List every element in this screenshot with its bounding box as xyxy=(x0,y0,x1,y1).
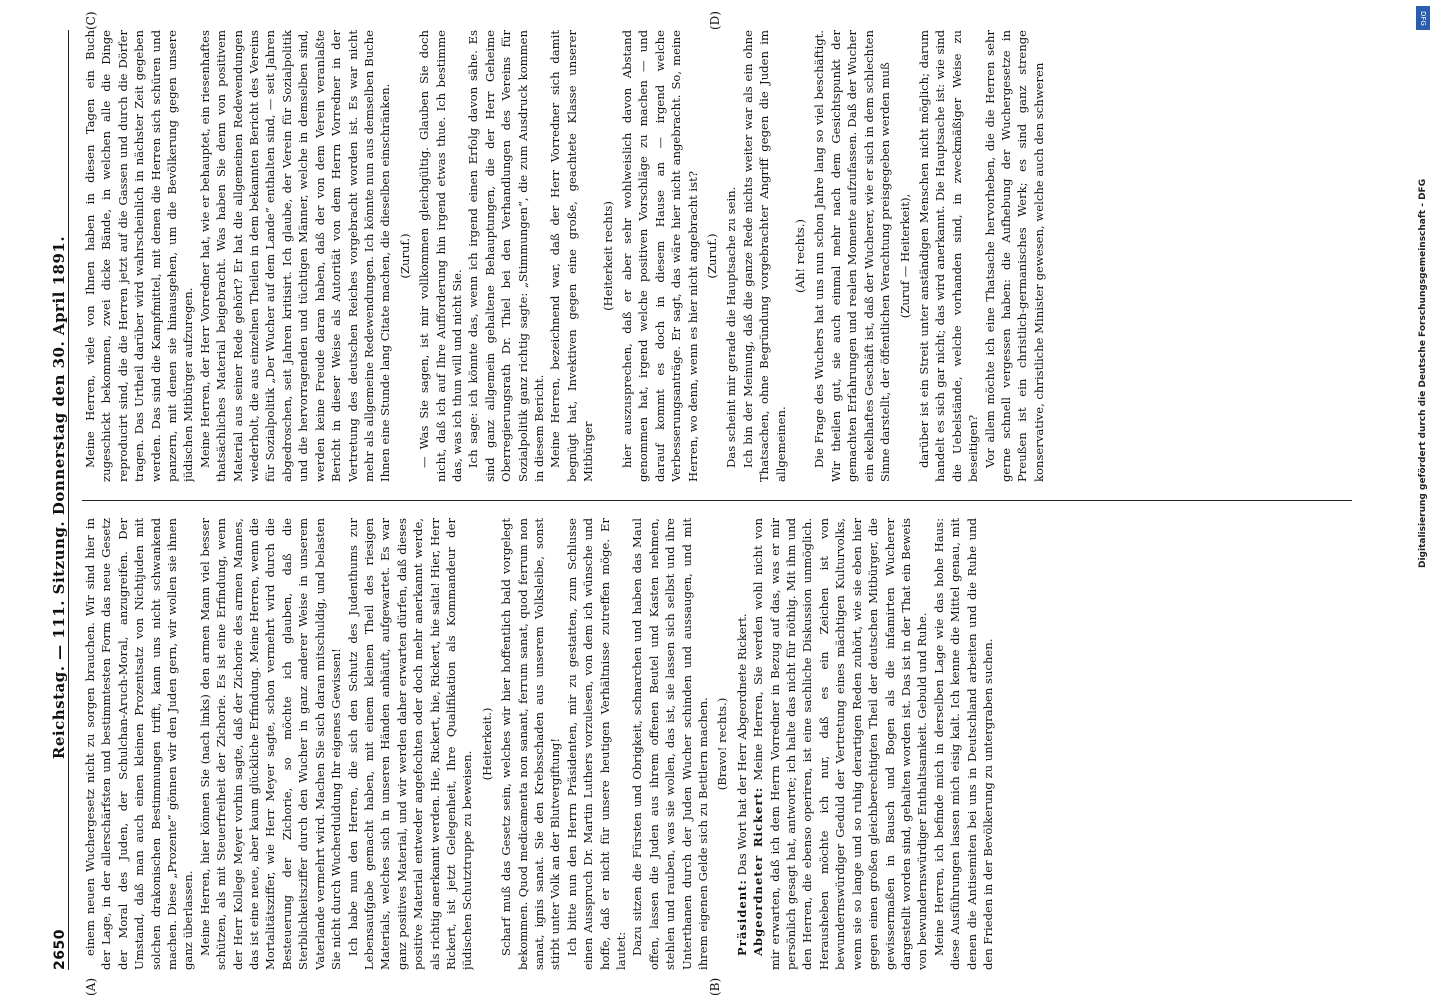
paragraph: hier auszusprechen, daß er aber sehr wohlweislich davon Abstand genommen hat, irgend welche positiven Vorschläge zu machen — und darauf kommt es doch in diesem Hause an — irgend welche Verbesserungsanträge. Er sagt, das wäre hier nicht angebracht. So, meine Herren, wo denn, wenn es hier nicht angebracht ist? xyxy=(620,30,700,482)
column-divider xyxy=(82,500,1352,501)
stage-direction: (Zuruf — Heiterkeit), xyxy=(897,193,912,319)
left-column xyxy=(82,518,1352,970)
marker-b: (B) xyxy=(708,977,722,996)
paragraph-text: Das Wort hat der Herr Abgeordnete Rickert. xyxy=(734,613,749,876)
paragraph: Vor allem möchte ich eine Thatsache hervorheben, die die Herren sehr gerne schnell vergessen haben: die Aufhebung der Wuchergesetze in Preußen ist ein christlich-germanisches Werk; es sind ganz strenge konservative, christliche Minister gewesen, welche auch den schweren xyxy=(982,30,1046,482)
paragraph: Meine Herren, bezeichnend war, daß der Herr Vorredner sich damit begnügt hat, Invektiven gegen eine große, geachtete Klasse unserer Mitbürger xyxy=(548,30,596,482)
speaker-name: Präsident: xyxy=(734,879,749,956)
digitization-note: Digitalisierung gefördert durch die Deutsche Forschungsgemeinschaft - DFG xyxy=(1418,178,1428,568)
paragraph: darüber ist ein Streit unter anständigen Menschen nicht möglich; darum handelt es sich gar nicht; das wird anerkannt. Die Hauptsache ist: wie sind die Uebelstände, welche vorhanden sind, in zweckmäßiger Weise zu beseitigen? xyxy=(916,30,981,482)
marker-a: (A) xyxy=(84,977,98,996)
paragraph: einem neuen Wuchergesetz nicht zu sorgen brauchen. Wir sind hier in der Lage, in der allerschärfsten und bestimmtesten Form das neue Gesetz der Moral des Juden, der Schulchan-Aruch-Moral, anzugreifen. Der Umstand, daß man auch einen kleinen Prozentsatz von Nichtjuden mit solchen drakonischen Bestimmungen trifft, kann uns nicht schwankend machen. Diese „Prozente“ gönnen wir den Juden gern, wir wollen sie ihnen ganz überlassen. xyxy=(83,518,196,970)
paragraph: Das scheint mir gerade die Hauptsache zu sein. xyxy=(724,186,739,468)
page-number: 2650 xyxy=(52,929,68,970)
paragraph-text: Meine Herren, Sie werden wohl nicht von mir erwarten, daß ich dem Herrn Vorredner in Bezug auf das, was er mir persönlich gesagt hat, antworte; ich halte das nicht für nöthig. Mit ihm und den Herren, die ebenso operiren, ist eine sachliche Diskussion unmöglich. Herausheben möchte ich nur, daß es ein Zeichen ist von bewundernswürdiger Geduld der Vertretung eines mächtigen Kulturvolks, wenn sie so lange und so ruhig derartigen Reden zuhört, wie sie eben hier gegen einen großen gleichberechtigten Theil der deutschen Mitbürger, die gewissermaßen in Bausch und Bogen als die infamirten Wucherer dargestellt worden sind, gehalten worden ist. Das ist in der That ein Beweis von bewundernswürdiger Enthaltsamkeit. Gebuld und Ruhe. xyxy=(751,518,930,970)
paragraph: Meine Herren, ich befinde mich in derselben Lage wie das hohe Haus: diese Ausführungen lassen mich eisig kalt. Ich kenne die Mittel genau, mit denen die Antisemiten bei uns in Deutschland arbeiten und die Ruhe und den Frieden in der Bevölkerung zu untergraben suchen. xyxy=(931,518,995,970)
stage-direction: (Heiterkeit.) xyxy=(479,707,494,781)
marker-d: (D) xyxy=(708,11,722,30)
paragraph: Ich habe nun den Herren, die sich den Schutz des Judenthums zur Lebensaufgabe gemacht haben, mit einem kleinen Theil des riesigen Materials, welches sich in unseren Händen anhäuft, aufgewartet. Es war ganz positives Material, und wir werden daher erwarten dürfen, daß dieses positive Material entweder angefochten oder doch mehr anerkannt werde, als richtig anerkannt werden. Hie, Rickert, hie, Rickert, hie salta! Hier, Herr Rickert, ist jetzt Gelegenheit, Ihre Qualifikation als Kommandeur der jüdischen Schutztruppe zu beweisen. xyxy=(345,518,475,970)
text-columns xyxy=(82,30,1352,970)
stage-direction: (Zuruf.) xyxy=(705,233,720,279)
speaker-name: Abgeordneter Rickert: xyxy=(751,786,766,956)
stage-direction: (Heiterkeit rechts) xyxy=(600,201,615,311)
paragraph: Meine Herren, hier können Sie (nach links) den armen Mann viel besser schützen, als mit Steuerfreiheit der Zichorie. Es ist eine Erfindung, wenn der Herr Kollege Meyer vorhin sagte, daß der Zichorie des armen Mannes, das ist eine neue, aber kaum glückliche Erfindung. Meine Herren, wenn die Mortalitätsziffer, wie Herr Meyer sagte, schon vermehrt wird durch die Besteuerung der Zichorie, so möchte ich glauben, daß die Sterblichkeitsziffer durch den Wucher in ganz anderer Weise in unserem Vaterlande vermehrt wird. Machen Sie sich daran mitschuldig, und belasten Sie nicht durch Wucherduldung Ihr eigenes Gewissen! xyxy=(197,518,344,970)
marker-c: (C) xyxy=(84,11,98,30)
paragraph: Scharf muß das Gesetz sein, welches wir hier hoffentlich bald vorgelegt bekommen. Quod medicamenta non sanant, ferrum sanat, quod ferrum non sanat, ignis sanat. Sie den Krebsschaden aus unserem Volksleibe, sonst stirbt unter Volk an der Blutvergiftung! xyxy=(499,518,563,970)
paragraph xyxy=(734,518,750,970)
stage-direction: (Zuruf.) xyxy=(397,233,412,279)
paragraph: Meine Herren, der Herr Vorredner hat, wie er behauptet, ein riesenhaftes thatsächliches Material beigebracht. Was haben Sie denn von positivem Material aus seiner Rede gehört? Er hat die allgemeinen Redewendungen wiederholt, die aus einzelnen Theilen in dem bekannten Bericht des Vereins für Sozialpolitik „Der Wucher auf dem Lande“ enthalten sind, — seit Jahren abgedroschen, seit Jahren kritisirt. Ich glaube, der Verein für Sozialpolitik und die hervorragenden und tüchtigen Männer, welche in demselben sind, werden keine Freude daran haben, daß der von dem Verein veranlaßte Bericht in dieser Weise als Autorität von dem Herrn Vorredner in der Vertretung des deutschen Reiches vorgebracht worden ist. Es war nicht mehr als allgemeine Redewendungen. Ich könnte nun aus demselben Buche Ihnen eine Stunde lang Citate machen, die dieselben einschränken. xyxy=(197,30,393,482)
paragraph: Ich sage: ich könnte das, wenn ich irgend einen Erfolg davon sähe. Es sind ganz allgemein gehaltene Behauptungen, die der Herr Geheime Oberregierungsrath Dr. Thiel bei den Verhandlungen des Vereins für Sozialpolitik ganz richtig sagte: „Stimmungen“, die zum Ausdruck kommen in diesem Bericht. xyxy=(466,30,546,482)
paragraph: Ich bitte nun den Herrn Präsidenten, mir zu gestatten, zum Schlusse einen Ausspruch Dr. Martin Luthers vorzulesen, von dem ich wünsche und hoffe, daß er nicht für unsere heutigen Verhältnisse zutreffen möge. Er lautet: xyxy=(564,518,628,970)
paragraph: Dazu sitzen die Fürsten und Obrigkeit, schnarchen und haben das Maul offen, lassen die Juden aus ihrem offenen Beutel und Kasten nehmen, stehlen und rauben, was sie wollen, das ist, sie lassen sich selbst und ihre Unterthanen durch der Juden Wucher schinden und aussaugen, und mit ihrem eigenen Gelde sich zu Bettlern machen. xyxy=(630,518,711,970)
dfg-logo: DFG xyxy=(1416,6,1430,30)
paragraph xyxy=(750,518,930,970)
page-title: Reichstag. — 111. Sitzung. Donnerstag den 30. April 1891. xyxy=(50,235,68,760)
right-column xyxy=(82,30,1352,482)
stage-direction: (Bravo! rechts.) xyxy=(715,697,730,791)
paragraph: Meine Herren, viele von Ihnen haben in diesen Tagen ein Buch zugeschickt bekommen, zwei dicke Bände, in welchen alle die Dinge reproducirt sind, die die Herren jetzt auf die Gassen und durch die Dörfer tragen. Das Urtheil darüber wird wahrscheinlich in nächster Zeit gegeben werden. Das sind die Kampfmittel, mit denen die Herren sich schüren und panzern, mit denen sie hinausgehen, um die Bevölkerung gegen unsere jüdischen Mitbürger aufzuregen. xyxy=(83,30,196,482)
stage-direction: (Ah! rechts.) xyxy=(793,219,808,293)
paragraph: Die Frage des Wuchers hat uns nun schon Jahre lang so viel beschäftigt. Wir theilen gut, sie auch einmal mehr nach dem Gesichtspunkt der gemachten Erfahrungen und realen Momente aufzufassen. Daß der Wucher ein ekelhaftes Geschäft ist, daß der Wucherer, wie er sich in dem schlechten Sinne darstellt, der öffentlichen Verachtung preisgegeben werden muß xyxy=(812,30,893,482)
paragraph: Ich bin der Meinung, daß die ganze Rede nichts weiter war als ein ohne Thatsachen, ohne Begründung vorgebrachter Angriff gegen die Juden im allgemeinen. xyxy=(740,30,788,482)
paragraph: — Was Sie sagen, ist mir vollkommen gleichgültig. Glauben Sie doch nicht, daß ich auf Ihre Aufforderung hin irgend etwas thue. Ich bestimme das, was ich thun will und nicht Sie. xyxy=(417,30,464,482)
page-header xyxy=(40,30,69,970)
